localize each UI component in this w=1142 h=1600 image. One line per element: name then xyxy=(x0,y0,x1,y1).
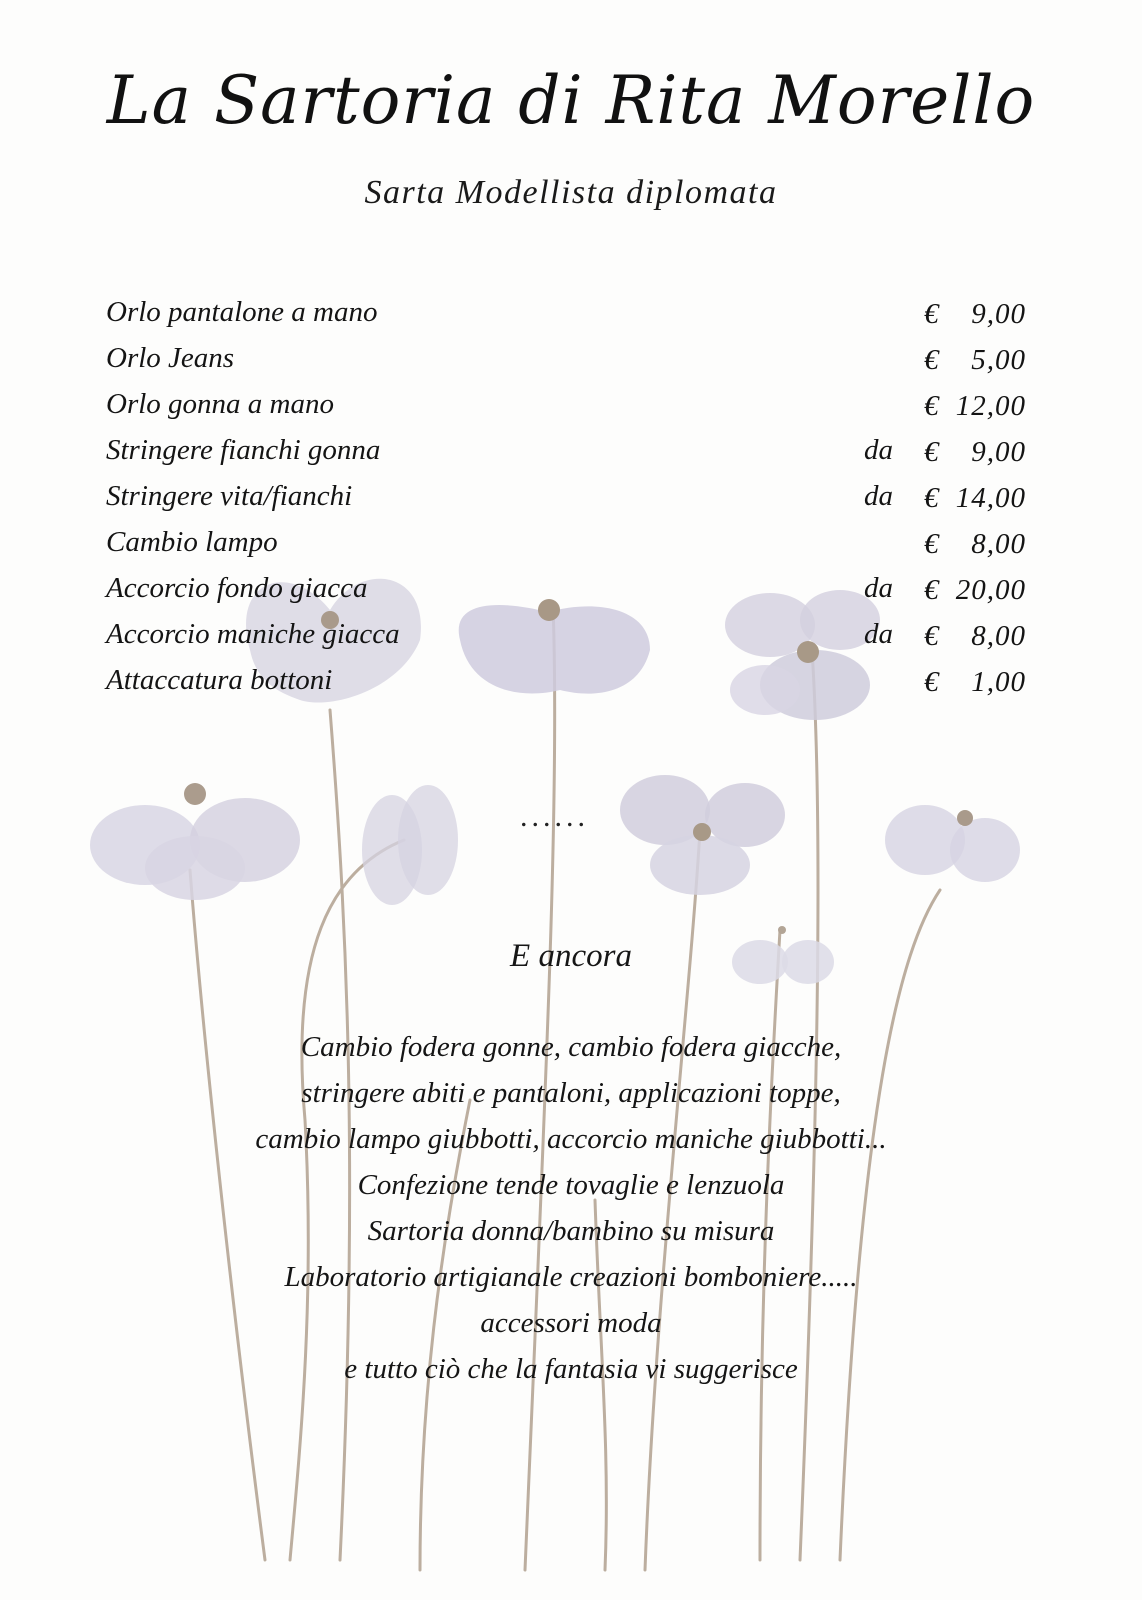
more-services-line: Cambio fodera gonne, cambio fodera giacche, xyxy=(300,1031,842,1063)
more-services-heading: E ancora xyxy=(510,938,632,974)
service-name: Stringere fianchi gonna xyxy=(106,434,381,466)
more-services-line: Laboratorio artigianale creazioni bomboniere..... xyxy=(284,1261,858,1293)
price-amount: 9,00 xyxy=(971,436,1026,468)
price-amount: 8,00 xyxy=(971,620,1026,652)
flower-middle-right xyxy=(885,805,1020,882)
price-row xyxy=(106,572,1026,618)
business-title: La Sartoria di Rita Morello xyxy=(106,62,1036,139)
price-amount: 12,00 xyxy=(955,390,1026,422)
price-row xyxy=(106,664,1026,710)
service-name: Stringere vita/fianchi xyxy=(106,480,353,512)
currency-symbol: € xyxy=(924,620,939,652)
price-amount: 8,00 xyxy=(971,528,1026,560)
currency-symbol: € xyxy=(924,390,939,422)
price-amount: 5,00 xyxy=(971,344,1026,376)
service-name: Accorcio fondo giacca xyxy=(106,572,368,604)
service-name: Accorcio maniche giacca xyxy=(106,618,400,650)
price-row xyxy=(106,618,1026,664)
price-row xyxy=(106,296,1026,342)
flower-middle-center xyxy=(620,775,785,895)
currency-symbol: € xyxy=(924,298,939,330)
price-amount: 20,00 xyxy=(955,574,1026,606)
price-row xyxy=(106,388,1026,434)
currency-symbol: € xyxy=(924,436,939,468)
price-amount: 1,00 xyxy=(971,666,1026,698)
more-services-line: cambio lampo giubbotti, accorcio maniche giubbotti... xyxy=(255,1123,887,1155)
price-from-label: da xyxy=(864,618,893,650)
price-from-label: da xyxy=(864,480,893,512)
currency-symbol: € xyxy=(924,482,939,514)
more-services-list xyxy=(0,1031,1142,1399)
currency-symbol: € xyxy=(924,574,939,606)
service-name: Orlo pantalone a mano xyxy=(106,296,378,328)
currency-symbol: € xyxy=(924,344,939,376)
price-row xyxy=(106,480,1026,526)
price-row xyxy=(106,342,1026,388)
service-name: Cambio lampo xyxy=(106,526,278,558)
price-from-label: da xyxy=(864,434,893,466)
more-services-line: e tutto ciò che la fantasia vi suggerisce xyxy=(344,1353,798,1385)
service-name: Attaccatura bottoni xyxy=(106,664,333,696)
price-row xyxy=(106,434,1026,480)
flower-middle-leaf xyxy=(362,785,458,905)
price-list xyxy=(106,296,1026,710)
service-name: Orlo Jeans xyxy=(106,342,235,374)
price-amount: 14,00 xyxy=(955,482,1026,514)
price-from-label: da xyxy=(864,572,893,604)
currency-symbol: € xyxy=(924,528,939,560)
more-services-line: Sartoria donna/bambino su misura xyxy=(367,1215,775,1247)
price-amount: 9,00 xyxy=(971,298,1026,330)
service-name: Orlo gonna a mano xyxy=(106,388,334,420)
price-row xyxy=(106,526,1026,572)
more-services-line: Confezione tende tovaglie e lenzuola xyxy=(357,1169,785,1201)
flower-middle-left xyxy=(90,783,300,900)
more-services-line: stringere abiti e pantaloni, applicazioni toppe, xyxy=(301,1077,841,1109)
section-separator: ...... xyxy=(520,800,589,833)
more-services-line: accessori moda xyxy=(480,1307,662,1339)
business-subtitle: Sarta Modellista diplomata xyxy=(364,174,778,211)
currency-symbol: € xyxy=(924,666,939,698)
